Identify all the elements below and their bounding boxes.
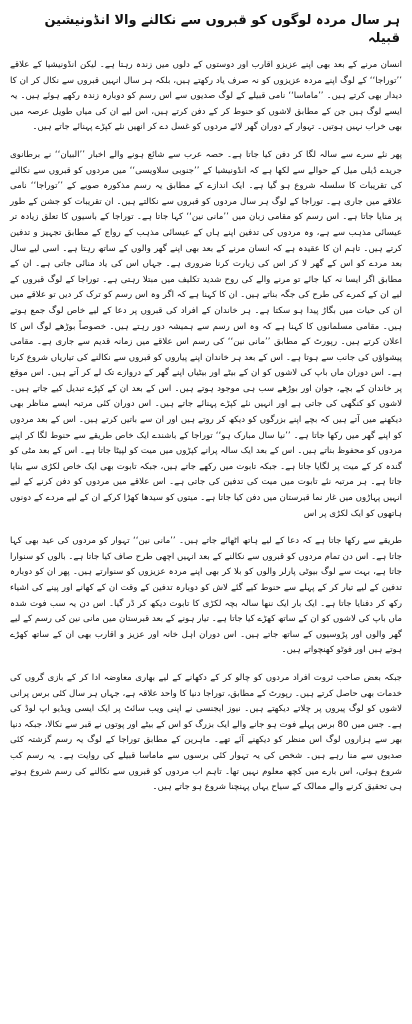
article-title: ہر سال مردہ لوگوں کو قبروں سے نکالنے والا انڈونیشین قبیلہ: [44, 13, 400, 46]
article-paragraph: پھر نئے سرے سے سالہ لگا کر دفن کیا جاتا ہے۔ حصہ عرب سے شائع ہونے والے اخبار ’’البیان‘‘ نے برطانوی جریدے ڈیلی میل کے حوالے سے لکھا ہے کہ انڈونیشیا کے ’’جنوبی سلاویسی‘‘ میں مردوں کو قبروں سے نکالنے کی تقریبات کا سلسلہ شروع ہو گیا ہے۔ ایک اندازے کے مطابق یہ رسم مذکورہ صوبے کے ’’توراجا‘‘ نامی علاقے میں جاری ہے۔ توراجا کے لوگ ہر سال مردوں کو قبروں سے نکالتے ہیں۔ ان تقریبات کو جشن کے طور پر منایا جاتا ہے۔ اس رسم کو مقامی زبان میں ’’مانی نین‘‘ کہا جاتا ہے۔ توراجا کے باسیوں کا تعلق زیادہ تر عیسائی مذہب سے ہے، وہ مردوں کی تدفین اپنے ہاں کے عیسائی مذہب کے رواج کے مطابق تجہیز و تدفین کرتے ہیں۔ تاہم ان کا عقیدہ ہے کہ انسان مرنے کے بعد بھی اپنے گھر والوں کے ساتھ رہتا ہے۔ اسی لیے سال بعد مردے کو اس کے گھر لا کر اس کی زیارت کرنا ضروری ہے۔ جہاں اس کی یاد منائی جاتی ہے۔ ان کے مطابق اگر ایسا نہ کیا جائے تو مرنے والے کی روح شدید تکلیف میں مبتلا رہتی ہے۔ توراجا کے لوگ قبروں کے لیے ان کے کمرے کی طرح کی جگہ بناتے ہیں۔ ان کا کہنا ہے کہ اگر وہ اس رسم کو ترک کر دیں تو علاقے میں ان کی حیات میں بگاڑ پیدا ہو سکتا ہے۔ ہر خاندان کے افراد کی قبروں پر دعا کے لیے خاص لوگ جمع ہوتے ہیں۔ مقامی مسلمانوں کا کہنا ہے کہ وہ اس رسم سے ہمیشہ دور رہتے ہیں۔ خصوصاً بوڑھے لوگ اس کا اعلان کرتے ہیں۔ رپورٹ کے مطابق ’’مانی نین‘‘ کی رسم اس علاقے میں زمانہ قدیم سے جاری ہے۔ مقامی پیشواؤں کی جانب سے ہوتا ہے۔ اس کے بعد ہر خاندان اپنے پیاروں کو قبروں سے نکالنے کی تیاریاں شروع کرتا ہے۔ اس دوران ماں باپ کی لاشوں کو ان کے بیٹے اور بیٹیاں اپنے گھر کے دروازے تک لے کر آتے ہیں۔ اس موقع پر خاندان کے بچے، جوان اور بوڑھے سب ہی موجود ہوتے ہیں۔ اس کے بعد ان کے کپڑے تبدیل کیے جاتے ہیں۔ لاشوں کو کنگھی کی جاتی ہے اور انہیں نئے کپڑے پہنائے جاتے ہیں۔ اس دوران کئی مرتبہ ایسے مناظر بھی دیکھنے میں آتے ہیں کہ بچے اپنے بزرگوں کو دیکھ کر روتے ہیں اور ان سے باتیں کرتے ہیں۔ اس کے بعد مردوں کو اپنے گھر میں رکھا جاتا ہے۔ ’’نیا سال مبارک ہو‘‘ توراجا کے باشندے ایک خاص طریقے سے حنوط لگا کر اپنے مردوں کو محفوظ بناتے ہیں۔ اس کے بعد ایک سالہ پرانے کپڑوں میں میت کو لپیٹا جاتا ہے۔ اس کے بعد مٹی کو گندہ کر کے میت پر لگایا جاتا ہے۔ جبکہ تابوت میں رکھے جاتے ہیں، جبکہ تابوت بھی ایک خاص لکڑی سے بنایا جاتا ہے۔ ہر مرتبہ نئے تابوت میں میت کی تدفین کی جاتی ہے۔ اس علاقے میں مردوں کو دفن کرنے کے لیے انہیں پہاڑوں میں غار نما قبرستان میں دفن کیا جاتا ہے۔ میتوں کو سیدھا کھڑا کرکے ان کے لیے مردے کے دونوں ہاتھوں کو ایک لکڑی پر اس: [10, 149, 402, 519]
article-page: [6, 4, 406, 1020]
article-body: [10, 58, 402, 796]
article-paragraph: طریقے سے رکھا جاتا ہے کہ دعا کے لیے ہاتھ اٹھائے جاتے ہیں۔ ’’مانی نین‘‘ تہوار کو مردوں کی عید بھی کہا جاتا ہے۔ اس دن تمام مردوں کو قبروں سے نکالنے کے بعد انہیں اچھی طرح صاف کیا جاتا ہے۔ بالوں کو سنوارا جاتا ہے، بہت سے لوگ بیوٹی پارلر والوں کو بلا کر بھی اپنے مردہ عزیزوں کو سنوارتے ہیں۔ پھر ان کو دوبارہ تدفین کے لیے تیار کر کے پہلے سے حنوط کیے گئے لاش کو دوبارہ تدفین کے وقت ان کے کھانے اور پینے کی اشیاء رکھ کر دفنایا جاتا ہے۔ ایک بار ایک ننھا سالہ بچہ لکڑی کا تابوت دیکھ کر ڈر گیا۔ اس دن یہ سب فوت شدہ ماں باپ کی لاشوں کو ان کے ساتھ کھڑے کیا جاتا ہے۔ تیار ہونے کے بعد قبرستان میں مانی نین کی رسم کے لیے گھر والوں اور پڑوسیوں کے ساتھ جاتے ہیں۔ اس دوران اہل خانہ اور عزیز و اقارب بھی ان کے ساتھ کھڑے ہوتے ہیں اور فوٹو کھنچواتے ہیں۔: [10, 536, 402, 656]
article-paragraph: انسان مرنے کے بعد بھی اپنے عزیزو اقارب اور دوستوں کے دلوں میں زندہ رہتا ہے۔ لیکن انڈونیشیا کے علاقے ’’توراجا‘‘ کے لوگ اپنے مردہ عزیزوں کو نہ صرف یاد رکھتے ہیں، بلکہ ہر سال انہیں قبروں سے نکال کر ان کا دیدار بھی کرتے ہیں۔ ’’ماماسا‘‘ نامی قبیلے کے لوگ صدیوں سے اس رسم کو دوبارہ زندہ رکھے ہوئے ہیں۔ یہ ایسے لوگ ہیں جن کے مطابق لاشوں کو حنوط کر کے دفن کرتے ہیں، اس لیے ان کی میاں طویل عرصہ میں بھی خراب نہیں ہوتیں۔ تہوار کے دوران گھر لائے مردوں کو غسل دے کر انھیں نئے کپڑے پہنائے جاتے ہیں۔: [10, 60, 402, 133]
article-paragraph: جبکہ بعض صاحب ثروت افراد مردوں کو چالو کر کے دکھانے کے لیے بھاری معاوضہ ادا کر کے بازی گروں کی خدمات بھی حاصل کرتے ہیں۔ رپورٹ کے مطابق، توراجا دنیا کا واحد علاقہ ہے، جہاں ہر سال کئی برس پرانی لاشوں کو لوگ پیروں پر چلاتے دیکھتے ہیں۔ نیوز ایجنسی نے اپنی ویب سائٹ پر ایک ایسی ویڈیو اپ لوڈ کی ہے۔ جس میں 80 برس پہلے فوت ہو جانے والے ایک بزرگ کو اس کے بیٹے اور پوتوں نے قبر سے نکالا، جبکہ دنیا بھر سے ہزاروں لوگ اس منظر کو دیکھنے آئے تھے۔ ماہرین کے مطابق توراجا کے لوگ یہ رسم گزشتہ کئی صدیوں سے منا رہے ہیں۔ شخص کی یہ تہوار کئی برسوں سے ماماسا قبیلے کی روایت ہے۔ یہ رسم کب شروع ہوئی، اس بارے میں کچھ معلوم نہیں تھا۔ تاہم اب مردوں کو قبروں سے نکالنے کی رسم شروع ہوتے ہی تحقیق کرنے والے ممالک کے سیاح یہاں پہنچنا شروع ہو جاتے ہیں۔: [10, 672, 403, 793]
